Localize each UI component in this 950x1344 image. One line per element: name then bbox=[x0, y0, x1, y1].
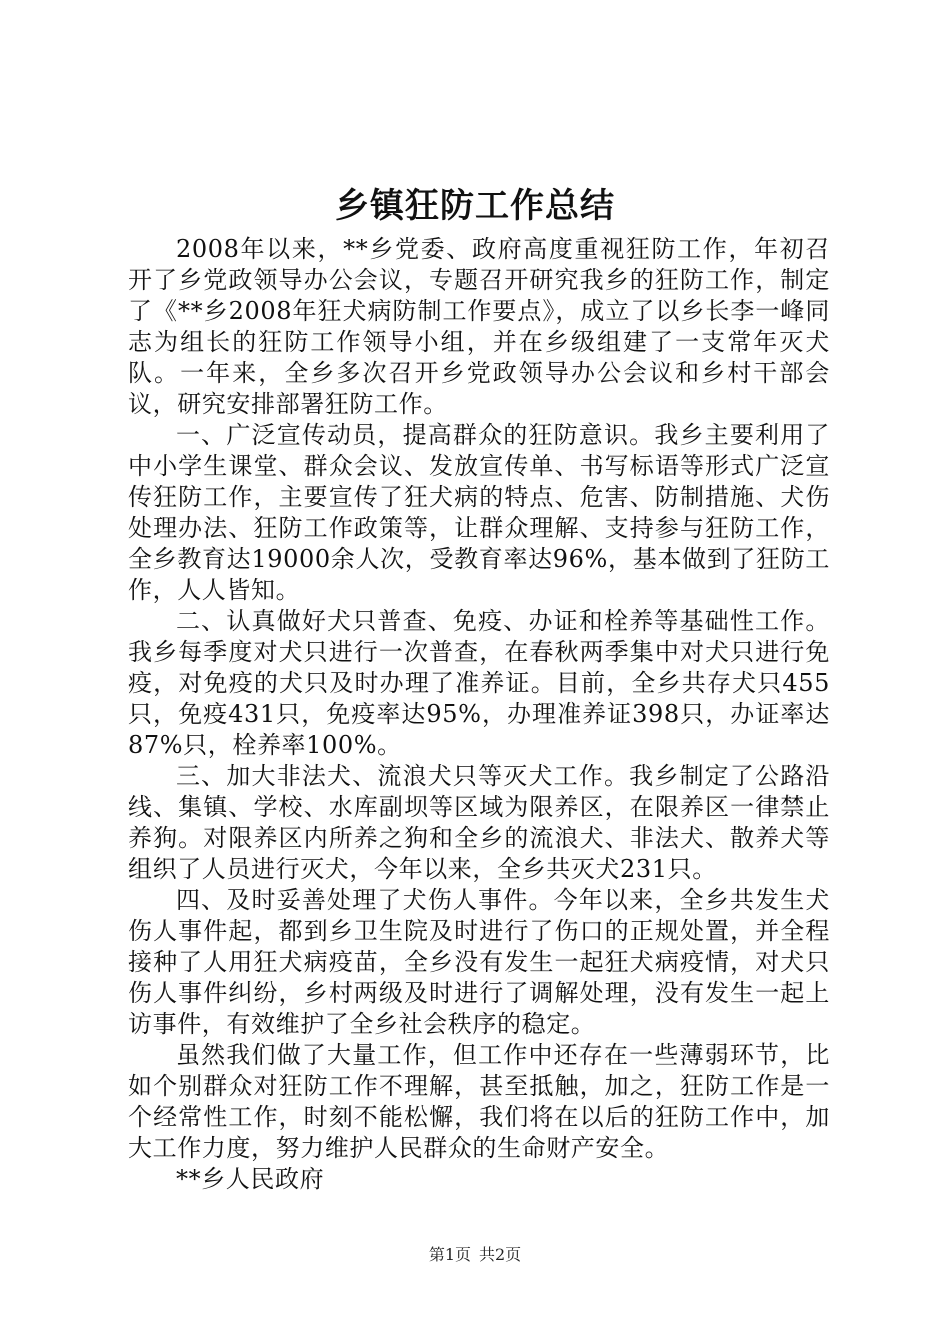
document-title: 乡镇狂防工作总结 bbox=[335, 186, 615, 226]
paragraph-section-4: 四、及时妥善处理了犬伤人事件。今年以来，全乡共发生犬伤人事件起，都到乡卫生院及时进行了伤口的正规处置，并全程接种了人用狂犬病疫苗，全乡没有发生一起狂犬病疫情，对犬只伤人事件纠纷，乡村两级及时进行了调解处理，没有发生一起上访事件，有效维护了全乡社会秩序的稳定。 bbox=[128, 886, 830, 1038]
page-number-total: 共2页 bbox=[479, 1245, 522, 1264]
signature: **乡人民政府 bbox=[176, 1165, 325, 1193]
document-body bbox=[128, 234, 830, 1195]
paragraph-conclusion: 虽然我们做了大量工作，但工作中还存在一些薄弱环节，比如个别群众对狂防工作不理解，甚至抵触，加之，狂防工作是一个经常性工作，时刻不能松懈，我们将在以后的狂防工作中，加大工作力度，努力维护人民群众的生命财产安全。 bbox=[128, 1041, 830, 1162]
paragraph-section-3: 三、加大非法犬、流浪犬只等灭犬工作。我乡制定了公路沿线、集镇、学校、水库副坝等区域为限养区，在限养区一律禁止养狗。对限养区内所养之狗和全乡的流浪犬、非法犬、散养犬等组织了人员进行灭犬，今年以来，全乡共灭犬231只。 bbox=[128, 762, 830, 883]
paragraph-section-2: 二、认真做好犬只普查、免疫、办证和栓养等基础性工作。我乡每季度对犬只进行一次普查，在春秋两季集中对犬只进行免疫，对免疫的犬只及时办理了准养证。目前，全乡共存犬只455只，免疫431只，免疫率达95%，办理准养证398只，办证率达87%只，栓养率100%。 bbox=[128, 607, 830, 759]
page-footer bbox=[0, 1244, 950, 1266]
paragraph-section-1: 一、广泛宣传动员，提高群众的狂防意识。我乡主要利用了中小学生课堂、群众会议、发放宣传单、书写标语等形式广泛宣传狂防工作，主要宣传了狂犬病的特点、危害、防制措施、犬伤处理办法、狂防工作政策等，让群众理解、支持参与狂防工作，全乡教育达19000余人次，受教育率达96%，基本做到了狂防工作，人人皆知。 bbox=[128, 421, 830, 604]
page-number-current: 第1页 bbox=[428, 1245, 471, 1264]
paragraph-intro: 2008年以来，**乡党委、政府高度重视狂防工作，年初召开了乡党政领导办公会议，专题召开研究我乡的狂防工作，制定了《**乡2008年狂犬病防制工作要点》，成立了以乡长李一峰同志为组长的狂防工作领导小组，并在乡级组建了一支常年灭犬队。一年来，全乡多次召开乡党政领导办公会议和乡村干部会议，研究安排部署狂防工作。 bbox=[128, 235, 830, 418]
